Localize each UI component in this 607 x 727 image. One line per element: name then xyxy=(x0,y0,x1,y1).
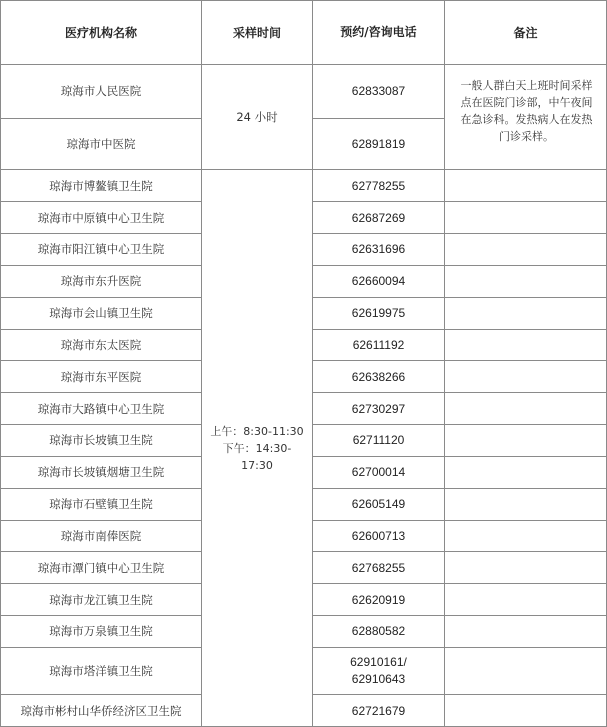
remark-text: 一般人群白天上班时间采样点在医院门诊部，中午夜间在急诊科。发热病人在发热门诊采样。 xyxy=(445,64,607,170)
phone-number: 62638266 xyxy=(313,361,445,393)
remark-cell xyxy=(445,616,607,648)
header-phone: 预约/咨询电话 xyxy=(313,1,445,65)
phone-number: 62620919 xyxy=(313,584,445,616)
phone-number: 62660094 xyxy=(313,265,445,297)
phone-number: 62711120 xyxy=(313,425,445,457)
phone-number: 62600713 xyxy=(313,520,445,552)
header-remark: 备注 xyxy=(445,1,607,65)
remark-cell xyxy=(445,234,607,266)
remark-cell xyxy=(445,202,607,234)
institution-name: 琼海市塔洋镇卫生院 xyxy=(1,647,202,694)
phone-number: 62833087 xyxy=(313,64,445,118)
institution-name: 琼海市东平医院 xyxy=(1,361,202,393)
remark-cell xyxy=(445,584,607,616)
remark-cell xyxy=(445,552,607,584)
phone-number: 62721679 xyxy=(313,695,445,727)
phone-number: 62700014 xyxy=(313,456,445,488)
institution-name: 琼海市人民医院 xyxy=(1,64,202,118)
phone-number: 62891819 xyxy=(313,119,445,170)
remark-cell xyxy=(445,265,607,297)
header-row xyxy=(1,1,607,65)
institution-name: 琼海市彬村山华侨经济区卫生院 xyxy=(1,695,202,727)
sampling-time: 24 小时 xyxy=(202,64,313,170)
phone-number: 62611192 xyxy=(313,329,445,361)
institution-name: 琼海市东太医院 xyxy=(1,329,202,361)
sampling-time: 上午：8:30-11:30 下午：14:30- 17:30 xyxy=(202,170,313,727)
institution-name: 琼海市阳江镇中心卫生院 xyxy=(1,234,202,266)
remark-cell xyxy=(445,647,607,694)
remark-cell xyxy=(445,488,607,520)
phone-number: 62778255 xyxy=(313,170,445,202)
institution-name: 琼海市会山镇卫生院 xyxy=(1,297,202,329)
institution-name: 琼海市长坡镇烟塘卫生院 xyxy=(1,456,202,488)
remark-cell xyxy=(445,361,607,393)
remark-cell xyxy=(445,520,607,552)
institution-name: 琼海市石壁镇卫生院 xyxy=(1,488,202,520)
table-row xyxy=(1,170,607,202)
header-institution: 医疗机构名称 xyxy=(1,1,202,65)
institution-name: 琼海市潭门镇中心卫生院 xyxy=(1,552,202,584)
phone-number: 62619975 xyxy=(313,297,445,329)
remark-cell xyxy=(445,329,607,361)
phone-number: 62880582 xyxy=(313,616,445,648)
remark-cell xyxy=(445,393,607,425)
remark-cell xyxy=(445,425,607,457)
phone-number: 62730297 xyxy=(313,393,445,425)
remark-cell xyxy=(445,170,607,202)
institution-name: 琼海市万泉镇卫生院 xyxy=(1,616,202,648)
institution-name: 琼海市龙江镇卫生院 xyxy=(1,584,202,616)
institution-name: 琼海市博鳌镇卫生院 xyxy=(1,170,202,202)
institution-name: 琼海市大路镇中心卫生院 xyxy=(1,393,202,425)
phone-number: 62605149 xyxy=(313,488,445,520)
remark-cell xyxy=(445,695,607,727)
remark-cell xyxy=(445,456,607,488)
phone-number: 62768255 xyxy=(313,552,445,584)
institution-name: 琼海市长坡镇卫生院 xyxy=(1,425,202,457)
institution-name: 琼海市中医院 xyxy=(1,119,202,170)
phone-number: 62910161/ 62910643 xyxy=(313,647,445,694)
header-time: 采样时间 xyxy=(202,1,313,65)
institution-name: 琼海市中原镇中心卫生院 xyxy=(1,202,202,234)
phone-number: 62687269 xyxy=(313,202,445,234)
institution-name: 琼海市南俸医院 xyxy=(1,520,202,552)
institution-name: 琼海市东升医院 xyxy=(1,265,202,297)
phone-number: 62631696 xyxy=(313,234,445,266)
remark-cell xyxy=(445,297,607,329)
table-row xyxy=(1,64,607,118)
